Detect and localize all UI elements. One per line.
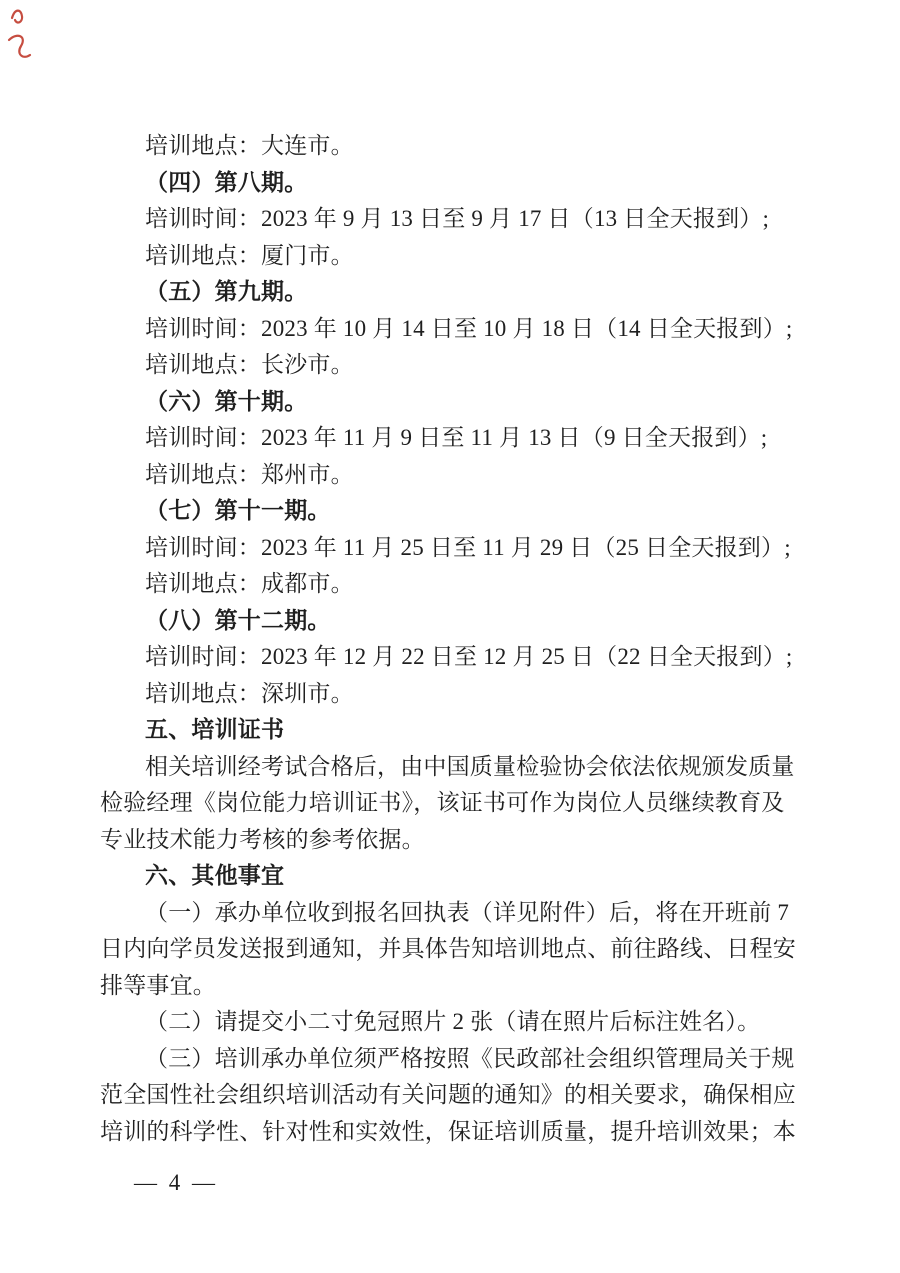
document-line: 培训时间：2023 年 10 月 14 日至 10 月 18 日（14 日全天报到）; xyxy=(145,315,793,341)
document-line: 培训地点：深圳市。 xyxy=(145,680,354,706)
document-heading-line: （七）第十一期。 xyxy=(145,498,331,523)
pen-stroke-icon xyxy=(12,11,22,23)
document-line: 相关培训经考试合格后，由中国质量检验协会依法依规颁发质量 xyxy=(145,753,795,779)
document-line: 培训时间：2023 年 11 月 9 日至 11 月 13 日（9 日全天报到）; xyxy=(145,425,768,450)
document-line: 检验经理《岗位能力培训证书》，该证书可作为岗位人员继续教育及 xyxy=(100,790,785,815)
document-line: 培训时间：2023 年 11 月 25 日至 11 月 29 日（25 日全天报到）; xyxy=(145,534,791,560)
document-heading-line: 五、培训证书 xyxy=(145,717,285,742)
document-line: 范全国性社会组织培训活动有关问题的通知》的相关要求，确保相应 xyxy=(100,1082,796,1107)
document-heading-line: 六、其他事宜 xyxy=(145,863,285,888)
document-line: 培训时间：2023 年 12 月 22 日至 12 月 25 日（22 日全天报到）; xyxy=(145,644,793,669)
document-line: 培训地点：郑州市。 xyxy=(145,461,354,487)
document-line: （三）培训承办单位须严格按照《民政部社会组织管理局关于规 xyxy=(145,1045,795,1071)
pen-stroke-icon xyxy=(9,36,30,57)
document-line: 培训地点：成都市。 xyxy=(145,571,354,596)
document-line: 日内向学员发送报到通知，并具体告知培训地点、前往路线、日程安 xyxy=(100,936,796,961)
document-line: 培训地点：大连市。 xyxy=(145,133,354,158)
page-number: — 4 — xyxy=(134,1170,218,1195)
document-heading-line: （五）第九期。 xyxy=(145,279,308,304)
document-line: （一）承办单位收到报名回执表（详见附件）后，将在开班前 7 xyxy=(145,899,790,925)
document-line: （二）请提交小二寸免冠照片 2 张（请在照片后标注姓名）。 xyxy=(145,1009,761,1034)
document-line: 培训地点：长沙市。 xyxy=(145,352,354,377)
document-line: 排等事宜。 xyxy=(100,972,216,998)
document-line: 培训的科学性、针对性和实效性，保证培训质量，提升培训效果；本 xyxy=(100,1118,796,1144)
document-heading-line: （八）第十二期。 xyxy=(145,607,331,633)
document-heading-line: （四）第八期。 xyxy=(145,169,308,195)
red-pen-marks-icon xyxy=(4,2,48,68)
document-body xyxy=(100,128,804,1150)
document-line: 培训地点：厦门市。 xyxy=(145,242,354,268)
document-line: 培训时间：2023 年 9 月 13 日至 9 月 17 日（13 日全天报到）; xyxy=(145,206,770,231)
document-heading-line: （六）第十期。 xyxy=(145,388,308,414)
document-line: 专业技术能力考核的参考依据。 xyxy=(100,826,425,852)
